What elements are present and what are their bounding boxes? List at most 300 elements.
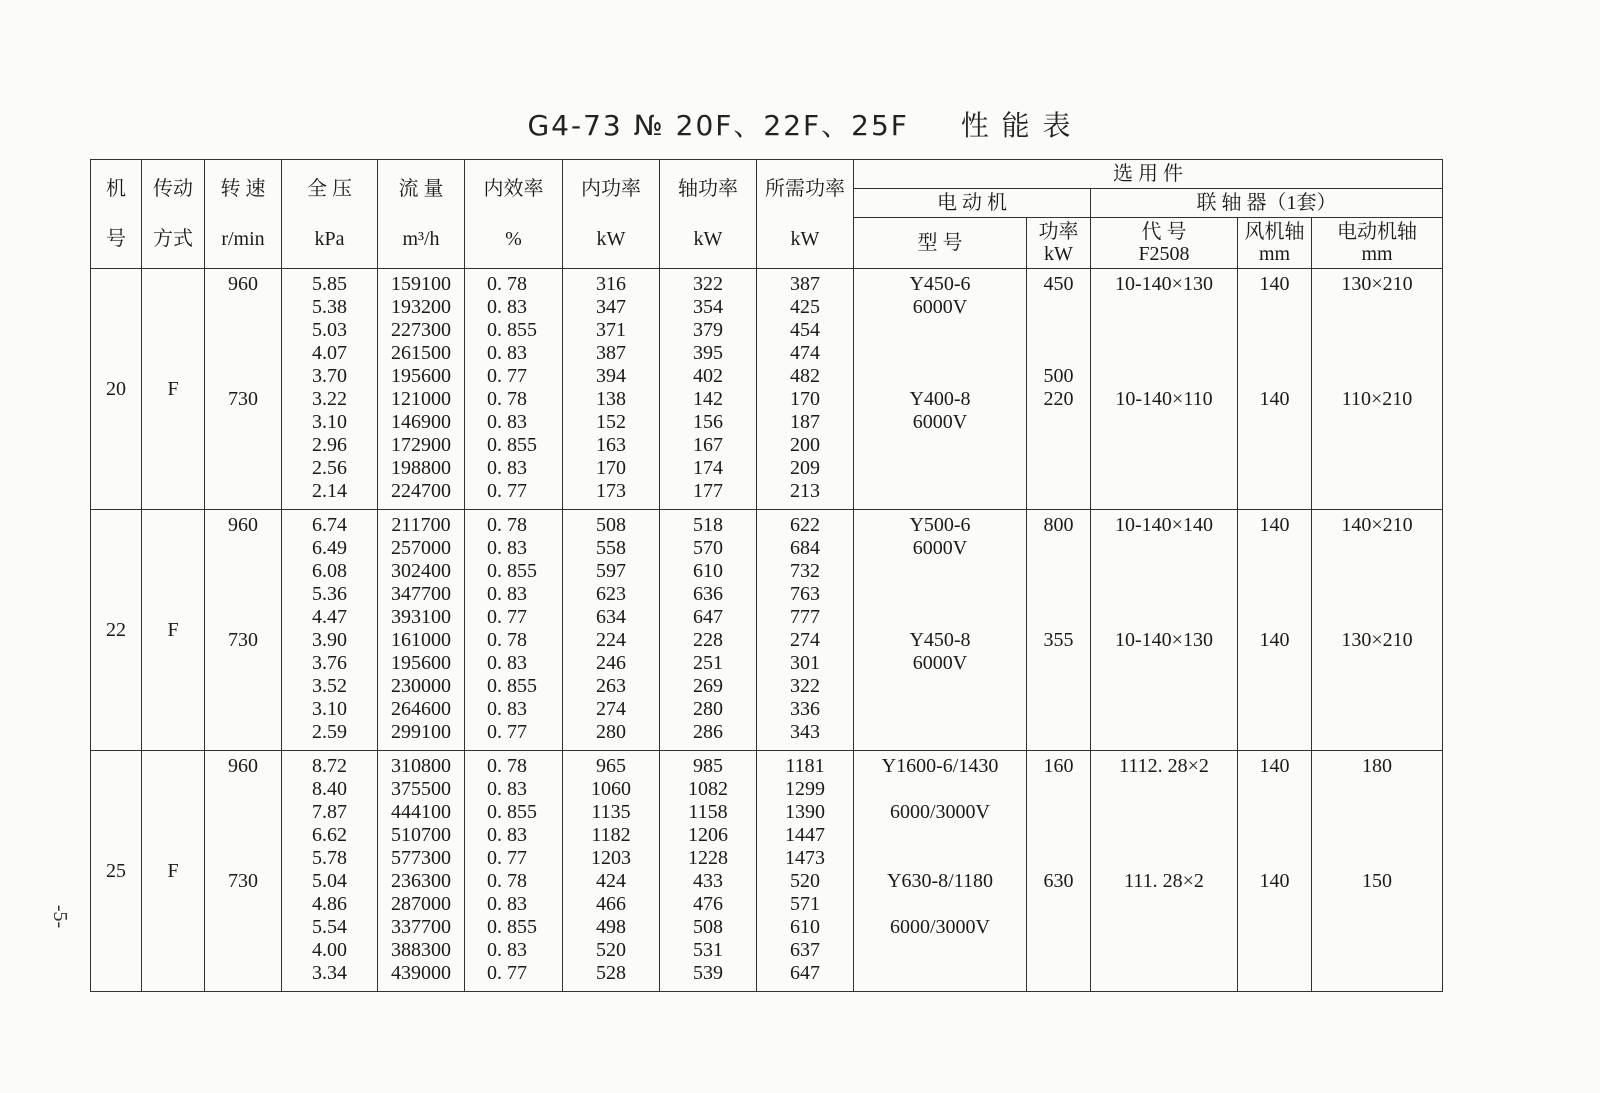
flow-value: 159100	[391, 273, 451, 295]
pressure-value: 3.52	[312, 675, 347, 697]
header-efficiency: 内效率 %	[465, 160, 563, 269]
speed-value	[241, 411, 246, 434]
required-power-value: 322	[790, 675, 820, 697]
required-power-value: 1181	[785, 755, 825, 777]
pressure-value: 3.10	[312, 698, 347, 720]
inner-power-value: 508	[596, 514, 626, 536]
coupling-code-value	[1162, 721, 1167, 744]
motor-model-value	[938, 434, 943, 457]
shaft-power-value: 167	[693, 434, 723, 456]
motor-power-value	[1056, 342, 1061, 365]
pressure-value: 6.74	[312, 514, 347, 536]
coupling-code-value	[1162, 457, 1167, 480]
efficiency-value: 0. 83	[487, 652, 527, 674]
fan-shaft-value	[1272, 583, 1277, 606]
shaft-power-value: 476	[693, 893, 723, 915]
flow-value: 257000	[391, 537, 451, 559]
header-selection: 选 用 件	[854, 160, 1443, 189]
efficiency-value: 0. 83	[487, 939, 527, 961]
pressure-value: 4.86	[312, 893, 347, 915]
efficiency-cell	[465, 510, 563, 751]
required-power-value: 343	[790, 721, 820, 743]
speed-cell	[205, 269, 282, 510]
required-power-value: 732	[790, 560, 820, 582]
shaft-power-value: 647	[693, 606, 723, 628]
required-power-value: 1390	[785, 801, 825, 823]
required-power-value: 1299	[785, 778, 825, 800]
motor-power-value	[1056, 778, 1061, 801]
shaft-power-value: 1082	[688, 778, 728, 800]
motor-model-value	[938, 721, 943, 744]
shaft-power-value: 518	[693, 514, 723, 536]
motor-power-value	[1056, 560, 1061, 583]
efficiency-value: 0. 83	[487, 457, 527, 479]
shaft-power-value: 177	[693, 480, 723, 502]
efficiency-value: 0. 83	[487, 296, 527, 318]
efficiency-value: 0. 83	[487, 893, 527, 915]
motor-shaft-value	[1375, 847, 1380, 870]
fan-shaft-value	[1272, 434, 1277, 457]
efficiency-value: 0. 78	[487, 514, 527, 536]
motor-power-value	[1056, 801, 1061, 824]
motor-model-value: 6000V	[912, 296, 968, 318]
inner-power-value: 1203	[591, 847, 631, 869]
motor-shaft-value	[1375, 606, 1380, 629]
motor-power-value	[1056, 434, 1061, 457]
machine-no-cell: 25	[91, 751, 142, 992]
efficiency-value: 0. 855	[487, 916, 537, 938]
motor-model-value: Y630-8/1180	[887, 870, 993, 892]
flow-value: 227300	[391, 319, 451, 341]
speed-value	[241, 721, 246, 744]
efficiency-value: 0. 83	[487, 342, 527, 364]
coupling-code-value: 111. 28×2	[1124, 870, 1204, 892]
inner-power-value: 263	[596, 675, 626, 697]
motor-model-value	[938, 962, 943, 985]
coupling-code-value	[1162, 319, 1167, 342]
coupling-code-value	[1162, 606, 1167, 629]
motor-model-value	[938, 583, 943, 606]
title-suffix: 性 能 表	[960, 109, 1073, 142]
efficiency-value: 0. 83	[487, 583, 527, 605]
speed-value	[241, 319, 246, 342]
pressure-cell	[282, 269, 378, 510]
inner-power-value: 387	[596, 342, 626, 364]
coupling-code-value	[1162, 434, 1167, 457]
flow-value: 172900	[391, 434, 451, 456]
efficiency-value: 0. 78	[487, 388, 527, 410]
required-power-value: 637	[790, 939, 820, 961]
shaft-power-value: 1158	[688, 801, 728, 823]
inner-power-value: 1135	[591, 801, 631, 823]
required-power-value: 274	[790, 629, 820, 651]
motor-shaft-value	[1375, 319, 1380, 342]
speed-value: 960	[228, 755, 258, 777]
fan-shaft-value: 140	[1259, 870, 1290, 892]
motor-shaft-value	[1375, 824, 1380, 847]
shaft-power-value: 636	[693, 583, 723, 605]
efficiency-cell	[465, 269, 563, 510]
pressure-cell	[282, 510, 378, 751]
motor-power-value	[1056, 893, 1061, 916]
coupling-code-value	[1162, 847, 1167, 870]
motor-power-value	[1056, 698, 1061, 721]
motor-power-value: 800	[1043, 514, 1074, 536]
speed-value	[241, 537, 246, 560]
coupling-code-value	[1162, 939, 1167, 962]
header-inner-power: 内功率 kW	[563, 160, 660, 269]
coupling-code-value	[1162, 698, 1167, 721]
efficiency-value: 0. 855	[487, 560, 537, 582]
motor-power-value	[1056, 939, 1061, 962]
motor-power-value	[1056, 652, 1061, 675]
pressure-value: 2.14	[312, 480, 347, 502]
flow-cell	[378, 269, 465, 510]
motor-model-value	[938, 698, 943, 721]
speed-value	[241, 480, 246, 503]
motor-shaft-value	[1375, 583, 1380, 606]
speed-value	[241, 801, 246, 824]
motor-shaft-value	[1375, 434, 1380, 457]
motor-power-value: 160	[1043, 755, 1074, 777]
motor-shaft-value: 180	[1362, 755, 1393, 777]
required-power-value: 425	[790, 296, 820, 318]
motor-power-value: 220	[1043, 388, 1074, 410]
efficiency-value: 0. 77	[487, 721, 527, 743]
shaft-power-value: 354	[693, 296, 723, 318]
shaft-power-value: 1206	[688, 824, 728, 846]
flow-cell	[378, 510, 465, 751]
inner-power-value: 138	[596, 388, 626, 410]
pressure-cell	[282, 751, 378, 992]
flow-value: 261500	[391, 342, 451, 364]
coupling-code-value	[1162, 296, 1167, 319]
required-power-cell	[757, 751, 854, 992]
inner-power-value: 634	[596, 606, 626, 628]
pressure-value: 3.34	[312, 962, 347, 984]
required-power-value: 187	[790, 411, 820, 433]
efficiency-cell	[465, 751, 563, 992]
pressure-value: 5.04	[312, 870, 347, 892]
required-power-value: 647	[790, 962, 820, 984]
shaft-power-value: 174	[693, 457, 723, 479]
efficiency-value: 0. 83	[487, 698, 527, 720]
motor-shaft-value	[1375, 916, 1380, 939]
fan-shaft-value	[1272, 893, 1277, 916]
shaft-power-value: 539	[693, 962, 723, 984]
motor-shaft-value: 130×210	[1341, 273, 1413, 295]
coupling-code-value	[1162, 560, 1167, 583]
fan-shaft-value	[1272, 480, 1277, 503]
motor-power-value: 500	[1043, 365, 1074, 387]
coupling-code-cell	[1091, 510, 1238, 751]
header-motor: 电 动 机	[854, 189, 1091, 218]
performance-table	[90, 159, 1443, 992]
coupling-code-value	[1162, 411, 1167, 434]
shaft-power-value: 379	[693, 319, 723, 341]
pressure-value: 4.47	[312, 606, 347, 628]
coupling-code-value	[1162, 801, 1167, 824]
efficiency-value: 0. 78	[487, 755, 527, 777]
pressure-value: 3.22	[312, 388, 347, 410]
required-power-value: 684	[790, 537, 820, 559]
fan-shaft-value	[1272, 824, 1277, 847]
shaft-power-value: 395	[693, 342, 723, 364]
speed-value	[241, 675, 246, 698]
header-motor-model: 型 号	[854, 218, 1027, 269]
flow-value: 195600	[391, 652, 451, 674]
flow-value: 193200	[391, 296, 451, 318]
fan-shaft-value: 140	[1259, 514, 1290, 536]
page-title	[0, 104, 1600, 144]
speed-value	[241, 583, 246, 606]
speed-value	[241, 893, 246, 916]
coupling-code-value: 10-140×140	[1115, 514, 1213, 536]
motor-power-value: 630	[1043, 870, 1074, 892]
flow-value: 146900	[391, 411, 451, 433]
pressure-value: 2.56	[312, 457, 347, 479]
required-power-value: 610	[790, 916, 820, 938]
required-power-value: 170	[790, 388, 820, 410]
flow-value: 375500	[391, 778, 451, 800]
efficiency-value: 0. 77	[487, 480, 527, 502]
coupling-code-value	[1162, 824, 1167, 847]
required-power-value: 213	[790, 480, 820, 502]
motor-model-value: 6000/3000V	[890, 916, 990, 938]
inner-power-value: 466	[596, 893, 626, 915]
motor-model-value: 6000V	[912, 537, 968, 559]
motor-shaft-value	[1375, 537, 1380, 560]
fan-shaft-cell	[1238, 510, 1312, 751]
pressure-value: 8.40	[312, 778, 347, 800]
speed-value	[241, 652, 246, 675]
required-power-value: 763	[790, 583, 820, 605]
page-number: -5-	[49, 904, 72, 929]
pressure-value: 4.07	[312, 342, 347, 364]
pressure-value: 2.96	[312, 434, 347, 456]
drive-cell: F	[142, 269, 205, 510]
required-power-value: 454	[790, 319, 820, 341]
flow-value: 444100	[391, 801, 451, 823]
motor-power-value: 450	[1043, 273, 1074, 295]
shaft-power-value: 142	[693, 388, 723, 410]
inner-power-value: 371	[596, 319, 626, 341]
shaft-power-value: 286	[693, 721, 723, 743]
motor-model-cell	[854, 269, 1027, 510]
motor-model-value	[938, 606, 943, 629]
motor-model-value: Y400-8	[909, 388, 971, 410]
efficiency-value: 0. 855	[487, 801, 537, 823]
motor-power-value	[1056, 962, 1061, 985]
flow-value: 347700	[391, 583, 451, 605]
motor-model-value	[938, 847, 943, 870]
shaft-power-value: 251	[693, 652, 723, 674]
coupling-code-value	[1162, 675, 1167, 698]
fan-shaft-value: 140	[1259, 755, 1290, 777]
inner-power-value: 274	[596, 698, 626, 720]
pressure-value: 3.10	[312, 411, 347, 433]
efficiency-value: 0. 855	[487, 319, 537, 341]
coupling-code-value: 10-140×130	[1115, 629, 1213, 651]
motor-model-value	[938, 560, 943, 583]
fan-shaft-value	[1272, 916, 1277, 939]
inner-power-cell	[563, 269, 660, 510]
speed-value	[241, 916, 246, 939]
pressure-value: 6.08	[312, 560, 347, 582]
coupling-code-value	[1162, 916, 1167, 939]
speed-value	[241, 962, 246, 985]
header-machine-no: 机 号	[91, 160, 142, 269]
inner-power-value: 163	[596, 434, 626, 456]
fan-shaft-value: 140	[1259, 273, 1290, 295]
pressure-value: 5.36	[312, 583, 347, 605]
motor-power-value	[1056, 847, 1061, 870]
fan-shaft-value: 140	[1259, 629, 1290, 651]
fan-shaft-value	[1272, 342, 1277, 365]
coupling-code-cell	[1091, 751, 1238, 992]
efficiency-value: 0. 77	[487, 847, 527, 869]
fan-shaft-value	[1272, 962, 1277, 985]
motor-power-cell	[1027, 269, 1091, 510]
required-power-value: 571	[790, 893, 820, 915]
speed-value	[241, 457, 246, 480]
motor-model-value: Y1600-6/1430	[881, 755, 999, 777]
speed-value	[241, 434, 246, 457]
motor-shaft-value	[1375, 560, 1380, 583]
flow-value: 264600	[391, 698, 451, 720]
inner-power-cell	[563, 751, 660, 992]
flow-value: 337700	[391, 916, 451, 938]
motor-shaft-cell	[1312, 751, 1443, 992]
drive-cell: F	[142, 510, 205, 751]
efficiency-value: 0. 77	[487, 962, 527, 984]
pressure-value: 8.72	[312, 755, 347, 777]
header-shaft-power: 轴功率 kW	[660, 160, 757, 269]
flow-value: 439000	[391, 962, 451, 984]
table-body	[91, 269, 1443, 992]
efficiency-value: 0. 855	[487, 675, 537, 697]
efficiency-value: 0. 78	[487, 629, 527, 651]
motor-model-value: 6000V	[912, 652, 968, 674]
motor-model-value	[938, 319, 943, 342]
shaft-power-value: 985	[693, 755, 723, 777]
fan-shaft-value	[1272, 365, 1277, 388]
machine-no-cell: 20	[91, 269, 142, 510]
fan-shaft-cell	[1238, 751, 1312, 992]
shaft-power-value: 322	[693, 273, 723, 295]
motor-shaft-value	[1375, 893, 1380, 916]
pressure-value: 4.00	[312, 939, 347, 961]
shaft-power-value: 156	[693, 411, 723, 433]
flow-value: 577300	[391, 847, 451, 869]
drive-cell: F	[142, 751, 205, 992]
fan-shaft-value	[1272, 721, 1277, 744]
coupling-code-cell	[1091, 269, 1238, 510]
flow-value: 299100	[391, 721, 451, 743]
coupling-code-value	[1162, 962, 1167, 985]
motor-shaft-value: 130×210	[1341, 629, 1413, 651]
inner-power-value: 558	[596, 537, 626, 559]
flow-cell	[378, 751, 465, 992]
coupling-code-value	[1162, 893, 1167, 916]
fan-shaft-value: 140	[1259, 388, 1290, 410]
required-power-value: 520	[790, 870, 820, 892]
pressure-value: 5.54	[312, 916, 347, 938]
coupling-code-value: 1112. 28×2	[1119, 755, 1209, 777]
motor-shaft-value	[1375, 480, 1380, 503]
fan-shaft-value	[1272, 778, 1277, 801]
required-power-value: 200	[790, 434, 820, 456]
inner-power-value: 173	[596, 480, 626, 502]
required-power-value: 622	[790, 514, 820, 536]
speed-value: 730	[228, 629, 258, 651]
pressure-value: 7.87	[312, 801, 347, 823]
fan-shaft-value	[1272, 652, 1277, 675]
pressure-value: 3.70	[312, 365, 347, 387]
shaft-power-cell	[660, 510, 757, 751]
shaft-power-value: 508	[693, 916, 723, 938]
coupling-code-value: 10-140×130	[1115, 273, 1213, 295]
speed-cell	[205, 751, 282, 992]
motor-shaft-value	[1375, 939, 1380, 962]
motor-power-value	[1056, 319, 1061, 342]
required-power-cell	[757, 269, 854, 510]
motor-power-value	[1056, 537, 1061, 560]
motor-model-value	[938, 893, 943, 916]
motor-power-value	[1056, 583, 1061, 606]
required-power-value: 301	[790, 652, 820, 674]
inner-power-value: 498	[596, 916, 626, 938]
motor-model-value: Y500-6	[909, 514, 971, 536]
coupling-code-value	[1162, 365, 1167, 388]
pressure-value: 6.62	[312, 824, 347, 846]
shaft-power-value: 610	[693, 560, 723, 582]
motor-model-value	[938, 480, 943, 503]
motor-power-value	[1056, 824, 1061, 847]
inner-power-value: 316	[596, 273, 626, 295]
motor-power-value	[1056, 721, 1061, 744]
motor-shaft-value	[1375, 778, 1380, 801]
required-power-cell	[757, 510, 854, 751]
flow-value: 224700	[391, 480, 451, 502]
coupling-code-value	[1162, 537, 1167, 560]
flow-value: 121000	[391, 388, 451, 410]
motor-model-value: Y450-6	[909, 273, 971, 295]
flow-value: 302400	[391, 560, 451, 582]
required-power-value: 209	[790, 457, 820, 479]
header-speed: 转 速 r/min	[205, 160, 282, 269]
efficiency-value: 0. 78	[487, 273, 527, 295]
motor-shaft-value: 150	[1362, 870, 1393, 892]
fan-shaft-value	[1272, 606, 1277, 629]
efficiency-value: 0. 77	[487, 365, 527, 387]
motor-shaft-value	[1375, 698, 1380, 721]
inner-power-value: 280	[596, 721, 626, 743]
motor-power-value	[1056, 606, 1061, 629]
inner-power-value: 224	[596, 629, 626, 651]
machine-no-cell: 22	[91, 510, 142, 751]
speed-value	[241, 342, 246, 365]
motor-power-value	[1056, 296, 1061, 319]
motor-model-value	[938, 939, 943, 962]
fan-shaft-value	[1272, 537, 1277, 560]
shaft-power-value: 433	[693, 870, 723, 892]
shaft-power-value: 1228	[688, 847, 728, 869]
fan-shaft-value	[1272, 319, 1277, 342]
inner-power-value: 424	[596, 870, 626, 892]
speed-value: 960	[228, 514, 258, 536]
fan-shaft-value	[1272, 698, 1277, 721]
